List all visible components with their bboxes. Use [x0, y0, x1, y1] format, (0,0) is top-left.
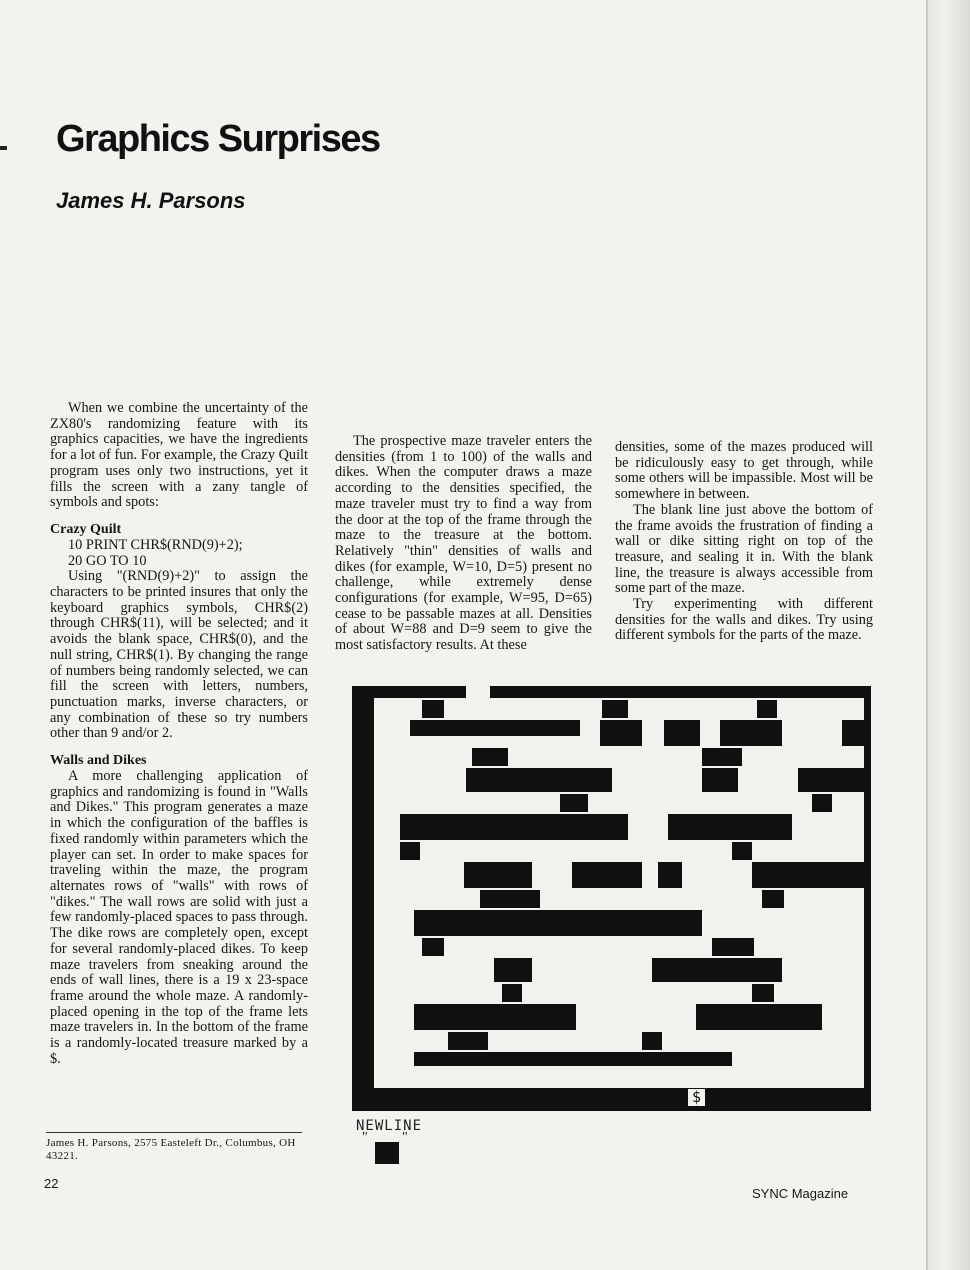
crazy-quilt-code: [50, 538, 308, 569]
page-number: 22: [44, 1176, 59, 1191]
article-title: Graphics Surprises: [56, 118, 380, 160]
newline-label: NEWLINE: [356, 1118, 423, 1134]
page-edge: [926, 0, 970, 1270]
experiment-paragraph: Try experimenting with different densities for the walls and dikes. Try using different symbols for the parts of the maze.: [615, 596, 873, 644]
quote-open: ": [362, 1130, 368, 1145]
column-1: [50, 401, 308, 1067]
margin-tick: [0, 146, 7, 150]
magazine-name: SYNC Magazine: [752, 1186, 849, 1201]
crazy-quilt-heading: Crazy Quilt: [50, 521, 122, 537]
column-2: [335, 434, 592, 654]
code-line: 20 GO TO 10: [68, 552, 147, 569]
maze-figure: [352, 686, 871, 1111]
blank-line-paragraph: The blank line just above the bottom of the frame avoids the frustration of finding a wall or dike sitting right on top of the treasure, and sealing it in. With the blank line, the treasure is always accessible from some part of the maze.: [615, 501, 873, 597]
treasure-symbol: $: [688, 1089, 705, 1106]
walls-dikes-heading: Walls and Dikes: [50, 753, 147, 769]
article-author: James H. Parsons: [56, 188, 246, 213]
cursor-block: [375, 1142, 399, 1164]
quote-close: ": [402, 1130, 408, 1145]
maze-corridors: [352, 686, 871, 1111]
densities-continued-paragraph: densities, some of the mazes produced will be ridiculously easy to get through, while some others will be impassible. Most will be somewhere in between.: [615, 439, 873, 503]
intro-paragraph: When we combine the uncertainty of the ZX80's randomizing feature with its graphics capacities, we have the ingredients for a lot of fun. For example, the Crazy Quilt program uses only two instructions, yet it fills the screen with a zany tangle of symbols and spots:: [50, 400, 308, 511]
author-address: James H. Parsons, 2575 Easteleft Dr., Columbus, OH 43221.: [46, 1137, 296, 1162]
crazy-quilt-paragraph: Using "(RND(9)+2)" to assign the characters to be printed insures that only the keyboard graphics symbols, CHR$(2) through CHR$(11), will be selected; and it avoids the blank space, CHR$(0), and the null string, CHR$(1). By changing the range of numbers being randomly selected, we can fill the screen with letters, numbers, punctuation marks, inverse characters, or any combination of these so try numbers other than 9 and/or 2.: [50, 568, 308, 742]
page-fold-line: [926, 0, 928, 1270]
densities-paragraph: The prospective maze traveler enters the densities (from 1 to 100) of the walls and dikes. When the computer draws a maze according to the densities specified, the maze traveler must try to find a way from the door at the top of the frame through the maze to the treasure at the bottom. Relatively "thin" densities of walls and dikes (for example, W=10, D=5) present no challenge, while extremely dense configurations (for example, W=95, D=65) cease to be passable mazes at all. Densities of about W=88 and D=9 seem to give the most satisfactory results. At these: [335, 433, 592, 654]
footnote-rule: [46, 1132, 302, 1133]
walls-dikes-paragraph: A more challenging application of graphics and randomizing is found in "Walls and Dikes." This program generates a maze in which the configuration of the baffles is fixed randomly within parameters which the player can set. In order to make spaces for traveling within the maze, the program alternates rows of "walls" with rows of "dikes." The wall rows are solid with just a few randomly-placed spaces to pass through. The dike rows are completely open, except for several randomly-placed dikes. To keep maze travelers from sneaking around the ends of wall lines, there is a 19 x 23-space frame around the whole maze. A randomly-placed opening in the top of the frame lets maze travelers in. In the bottom of the frame is a randomly-located treasure marked by a $.: [50, 768, 308, 1067]
code-line: 10 PRINT CHR$(RND(9)+2);: [68, 536, 243, 553]
column-3: [615, 440, 873, 644]
